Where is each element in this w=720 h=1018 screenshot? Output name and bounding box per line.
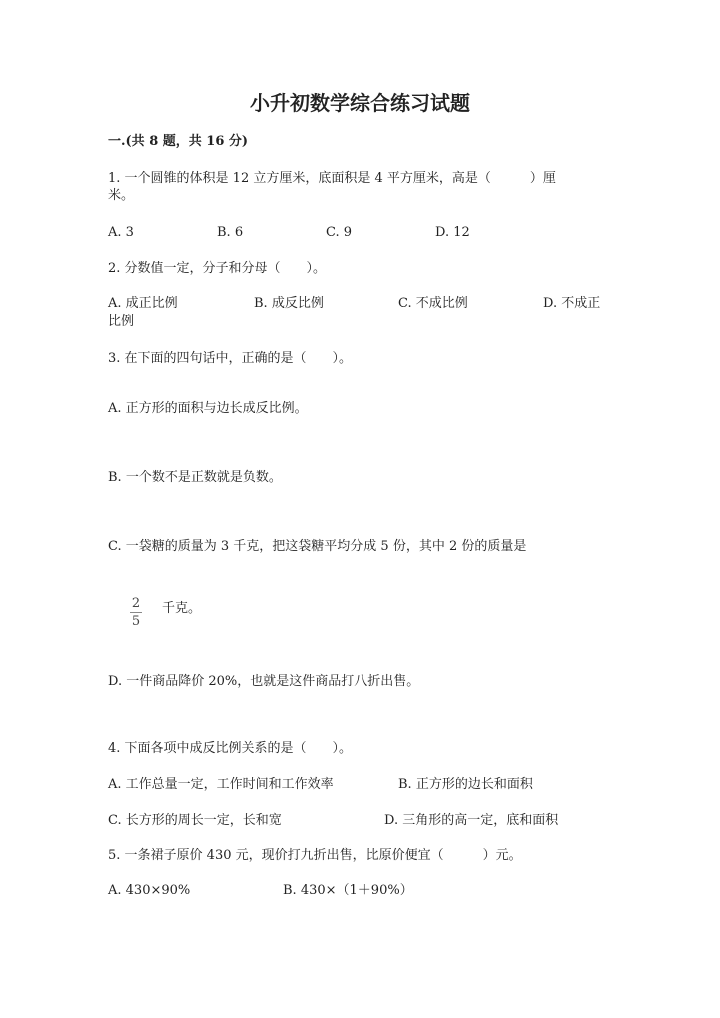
- q5-option-a: A. 430×90%: [108, 883, 191, 898]
- page-title: 小升初数学综合练习试题: [250, 91, 470, 115]
- q1-option-c: C. 9: [326, 225, 353, 240]
- q3-option-d: D. 一件商品降价 20%，也就是这件商品打八折出售。: [108, 674, 420, 689]
- fraction-denominator: 5: [131, 614, 141, 629]
- fraction-bar: [130, 612, 142, 613]
- q2-option-d-cont: 比例: [108, 314, 135, 329]
- fraction-two-fifths: [130, 596, 142, 629]
- q1-option-d: D. 12: [435, 225, 470, 240]
- q4-option-b: B. 正方形的边长和面积: [398, 777, 533, 792]
- q5-option-b: B. 430×（1＋90%）: [283, 883, 413, 898]
- question-4-stem: 4. 下面各项中成反比例关系的是（ ）。: [108, 741, 353, 756]
- q2-option-c: C. 不成比例: [398, 296, 468, 311]
- q4-option-c: C. 长方形的周长一定，长和宽: [108, 813, 282, 828]
- question-1-stem: 1. 一个圆锥的体积是 12 立方厘米，底面积是 4 平方厘米，高是（ ）厘: [108, 171, 556, 186]
- question-2-stem: 2. 分数值一定，分子和分母（ ）。: [108, 261, 327, 276]
- q3-option-b: B. 一个数不是正数就是负数。: [108, 470, 282, 485]
- q3-option-c: C. 一袋糖的质量为 3 千克，把这袋糖平均分成 5 份，其中 2 份的质量是: [108, 539, 527, 554]
- q1-option-b: B. 6: [217, 225, 244, 240]
- question-3-stem: 3. 在下面的四句话中，正确的是（ ）。: [108, 351, 353, 366]
- question-5-stem: 5. 一条裙子原价 430 元，现价打九折出售，比原价便宜（ ）元。: [108, 848, 522, 863]
- question-1-stem-cont: 米。: [108, 188, 135, 203]
- fraction-numerator: 2: [131, 596, 141, 611]
- q4-option-a: A. 工作总量一定，工作时间和工作效率: [108, 777, 334, 792]
- q1-option-a: A. 3: [108, 225, 134, 240]
- q4-option-d: D. 三角形的高一定，底和面积: [384, 813, 559, 828]
- fraction-unit: 千克。: [162, 601, 202, 616]
- section-heading: 一.(共 8 题，共 16 分): [108, 134, 249, 149]
- q2-option-b: B. 成反比例: [254, 296, 324, 311]
- q2-option-a: A. 成正比例: [108, 296, 178, 311]
- q2-option-d: D. 不成正: [543, 296, 601, 311]
- q3-option-a: A. 正方形的面积与边长成反比例。: [108, 401, 308, 416]
